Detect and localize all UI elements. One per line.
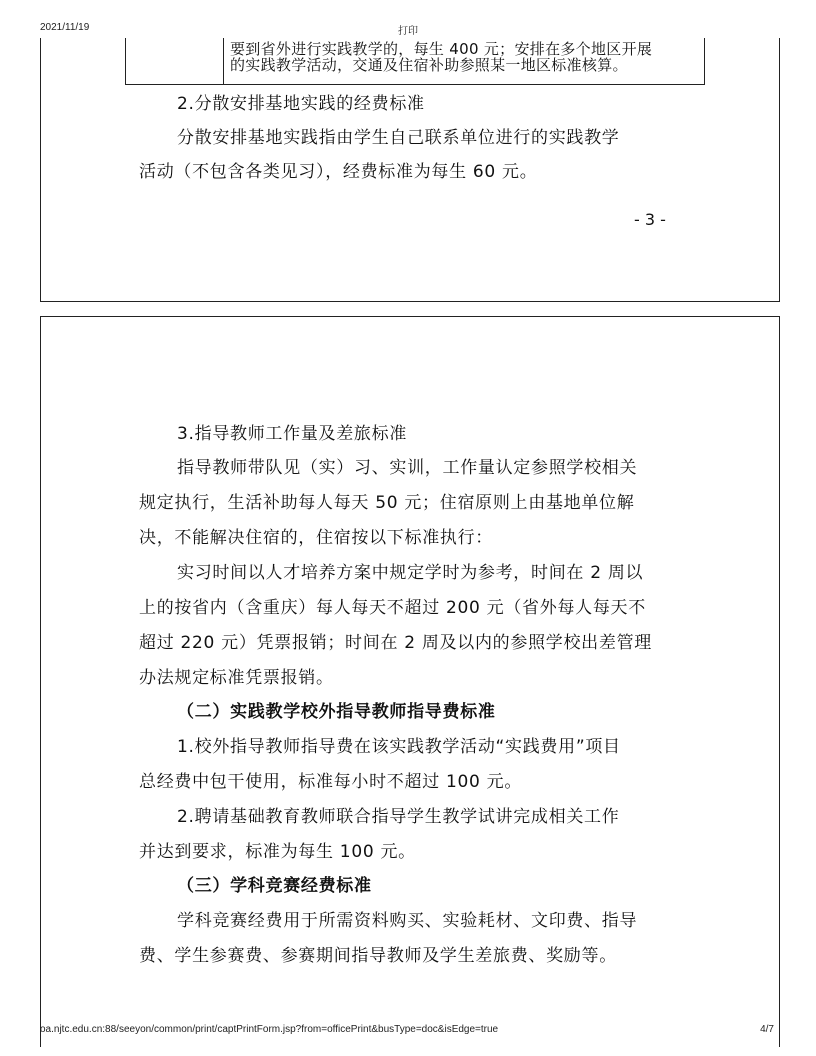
print-page-count: 4/7 xyxy=(760,1024,774,1035)
paragraph-line: 上的按省内（含重庆）每人每天不超过 200 元（省外每人每天不 xyxy=(139,598,646,618)
paragraph-line: 分散安排基地实践指由学生自己联系单位进行的实践教学 xyxy=(177,128,620,148)
paragraph-line: 费、学生参赛费、参赛期间指导教师及学生差旅费、奖励等。 xyxy=(139,946,617,966)
section-heading-2: 2.分散安排基地实践的经费标准 xyxy=(177,94,425,114)
table-column-divider xyxy=(223,38,224,84)
table-cell-text xyxy=(230,41,700,73)
section-heading-3: 3.指导教师工作量及差旅标准 xyxy=(177,424,408,444)
table-cell-line-1: 要到省外进行实践教学的，每生 400 元；安排在多个地区开展 xyxy=(230,40,653,58)
paragraph-line: 指导教师带队见（实）习、实训，工作量认定参照学校相关 xyxy=(177,458,638,478)
paragraph-line: 学科竞赛经费用于所需资料购买、实验耗材、文印费、指导 xyxy=(177,911,638,931)
paragraph-line: 办法规定标准凭票报销。 xyxy=(139,668,334,688)
paragraph-line: 超过 220 元）凭票报销；时间在 2 周及以内的参照学校出差管理 xyxy=(139,633,652,653)
print-url: oa.njtc.edu.cn:88/seeyon/common/print/captPrintForm.jsp?from=officePrint&busType=doc&isEdge=true xyxy=(40,1024,499,1035)
paragraph-line: 活动（不包含各类见习），经费标准为每生 60 元。 xyxy=(139,162,538,182)
paragraph-line: 1.校外指导教师指导费在该实践教学活动“实践费用”项目 xyxy=(177,737,621,757)
print-title: 打印 xyxy=(398,26,418,37)
section-heading-bold: （三）学科竞赛经费标准 xyxy=(177,876,372,896)
table-fragment xyxy=(125,38,705,85)
page-number: - 3 - xyxy=(634,210,666,229)
paragraph-line: 并达到要求，标准为每生 100 元。 xyxy=(139,842,416,862)
paragraph-line: 2.聘请基础教育教师联合指导学生教学试讲完成相关工作 xyxy=(177,807,620,827)
section-heading-bold: （二）实践教学校外指导教师指导费标准 xyxy=(177,702,496,722)
paragraph-line: 决，不能解决住宿的，住宿按以下标准执行： xyxy=(139,528,493,548)
table-cell-line-2: 的实践教学活动，交通及住宿补助参照某一地区标准核算。 xyxy=(230,56,628,74)
paragraph-line: 实习时间以人才培养方案中规定学时为参考，时间在 2 周以 xyxy=(177,563,644,583)
paragraph-line: 规定执行，生活补助每人每天 50 元；住宿原则上由基地单位解 xyxy=(139,493,635,513)
paragraph-line: 总经费中包干使用，标准每小时不超过 100 元。 xyxy=(139,772,523,792)
print-date: 2021/11/19 xyxy=(40,22,90,33)
